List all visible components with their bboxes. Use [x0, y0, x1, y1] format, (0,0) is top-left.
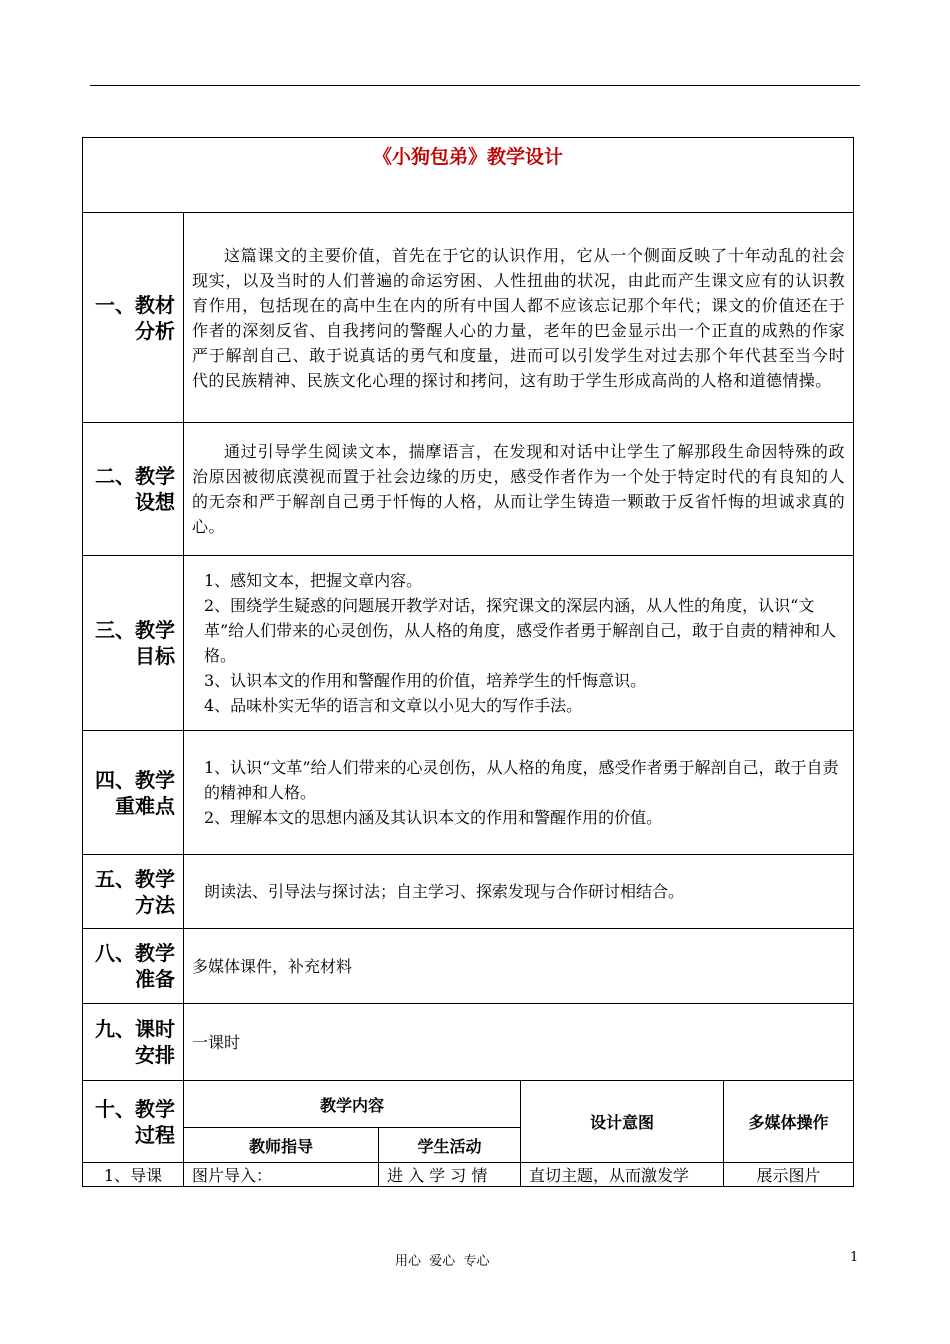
table-row: [83, 1163, 854, 1187]
section-content: [184, 929, 854, 1004]
list-item: 3、认识本文的作用和警醒作用的价值，培养学生的忏悔意识。: [204, 671, 647, 690]
list-item: 4、品味朴实无华的语言和文章以小见大的写作手法。: [204, 696, 583, 715]
section-row-schedule: [83, 1004, 854, 1081]
lesson-plan-table: [82, 137, 854, 1187]
section-label: 五、教学 方法: [83, 855, 184, 929]
document-title: 《小狗包弟》教学设计: [372, 146, 563, 168]
section-label: 四、教学 重难点: [83, 731, 184, 855]
section-label: 三、教学 目标: [83, 556, 184, 731]
media-header: 多媒体操作: [724, 1081, 854, 1163]
section-content: [184, 423, 854, 556]
footer-motto: 用心 爱心 专心: [395, 1254, 490, 1269]
list-item: 2、围绕学生疑惑的问题展开教学对话，探究课文的深层内涵，从人性的角度，认识“文革”给人们带来的心灵创伤，从人格的角度，感受作者勇于解剖自己，敢于自责的精神和人格。: [204, 596, 837, 665]
content-header: 教学内容: [184, 1081, 521, 1128]
section-row-preparation: [83, 929, 854, 1004]
section-row-textbook-analysis: [83, 213, 854, 423]
section-content: [184, 1004, 854, 1081]
step-cell: 1、导课: [83, 1163, 184, 1187]
paragraph: 朗读法、引导法与探讨法；自主学习、探索发现与合作研讨相结合。: [204, 882, 685, 901]
paragraph: 多媒体课件，补充材料: [192, 956, 353, 976]
section-label: 一、教材 分析: [83, 213, 184, 423]
section-row-key-points: [83, 731, 854, 855]
list-item: 1、认识“文革”给人们带来的心灵创伤，从人格的角度，感受作者勇于解剖自己，敢于自责的精神和人格。: [204, 758, 839, 802]
media-cell: 展示图片: [724, 1163, 854, 1187]
section-label: 九、课时 安排: [83, 1004, 184, 1081]
section-row-teaching-concept: [83, 423, 854, 556]
teacher-cell: 图片导入：: [184, 1163, 379, 1187]
design-cell: 直切主题，从而激发学: [521, 1163, 724, 1187]
paragraph: 这篇课文的主要价值，首先在于它的认识作用，它从一个侧面反映了十年动乱的社会现实，以及当时的人们普遍的命运穷困、人性扭曲的状况，由此而产生课文应有的认识教育作用，包括现在的高中生在内的所有中国人都不应该忘记那个年代；课文的价值还在于作者的深刻反省、自我拷问的警醒人心的力量，老年的巴金显示出一个正直的成熟的作家严于解剖自己、敢于说真话的勇气和度量，进而可以引发学生对过去那个年代甚至当今时代的民族精神、民族文化心理的探讨和拷问，这有助于学生形成高尚的人格和道德情操。: [192, 245, 845, 390]
design-header: 设计意图: [521, 1081, 724, 1163]
teacher-header: 教师指导: [184, 1128, 379, 1163]
header-rule: [90, 85, 860, 86]
section-label: 八、教学 准备: [83, 929, 184, 1004]
title-cell: [83, 138, 854, 213]
section-row-teaching-methods: [83, 855, 854, 929]
list-item: 1、感知文本，把握文章内容。: [204, 571, 423, 590]
section-label: 十、教学 过程: [83, 1081, 184, 1163]
page-number: 1: [850, 1250, 859, 1265]
student-header: 学生活动: [379, 1128, 521, 1163]
process-header-row: [83, 1081, 854, 1128]
section-content: [184, 213, 854, 423]
paragraph: 一课时: [192, 1032, 241, 1052]
section-row-teaching-goals: [83, 556, 854, 731]
section-content: [184, 855, 854, 929]
list-item: 2、理解本文的思想内涵及其认识本文的作用和警醒作用的价值。: [204, 808, 663, 827]
paragraph: 通过引导学生阅读文本，揣摩语言，在发现和对话中让学生了解那段生命因特殊的政治原因被彻底漠视而置于社会边缘的历史，感受作者作为一个处于特定时代的有良知的人的无奈和严于解剖自己勇于忏悔的人格，从而让学生铸造一颗敢于反省忏悔的坦诚求真的心。: [192, 442, 845, 536]
section-label: 二、教学 设想: [83, 423, 184, 556]
section-content: [184, 731, 854, 855]
section-content: [184, 556, 854, 731]
student-cell: 进 入 学 习 情: [379, 1163, 521, 1187]
